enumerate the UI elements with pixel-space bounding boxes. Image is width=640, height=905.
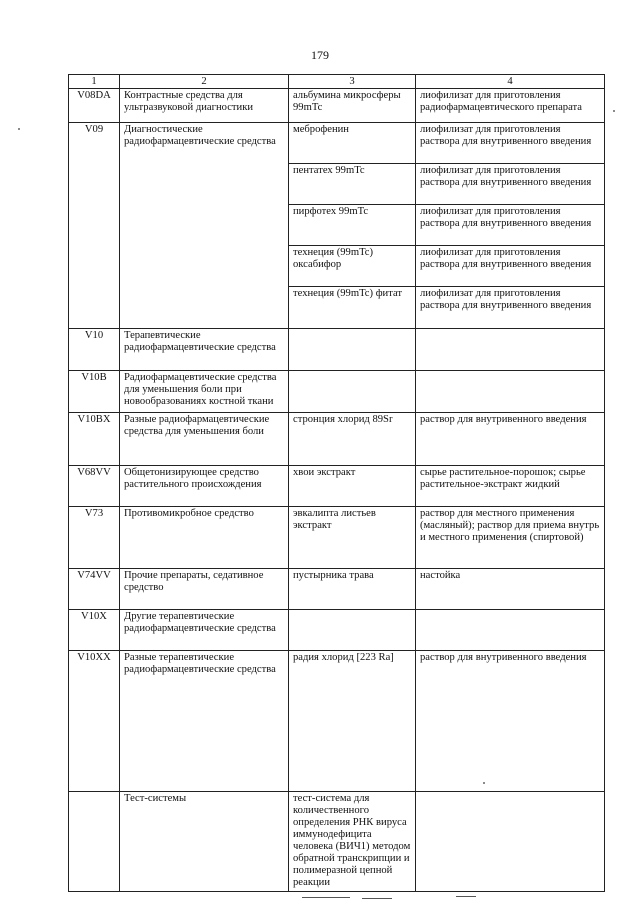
- dosage-form-cell: настойка: [416, 569, 605, 610]
- group-name-cell: Радиофармацевтические средства для уменьшения боли при новообразованиях костной ткани: [120, 371, 289, 413]
- table-row: [69, 466, 605, 507]
- substance-name-cell: технеция (99mTc) фитат: [289, 287, 416, 329]
- atc-code-cell: V10BX: [69, 413, 120, 466]
- atc-code-cell: V68VV: [69, 466, 120, 507]
- drug-table: [68, 74, 605, 892]
- table-row: [69, 507, 605, 569]
- substance-name-cell: [289, 329, 416, 371]
- dosage-form-cell: [416, 792, 605, 892]
- table-row: [69, 329, 605, 371]
- scan-artifact: [302, 897, 350, 898]
- header-cell: 2: [120, 75, 289, 89]
- table-row: [69, 610, 605, 651]
- dosage-form-cell: лиофилизат для приготовления раствора для внутривенного введения: [416, 164, 605, 205]
- dosage-form-cell: лиофилизат для приготовления раствора для внутривенного введения: [416, 287, 605, 329]
- group-name-cell: Контрастные средства для ультразвуковой диагностики: [120, 89, 289, 123]
- table-row: [69, 123, 605, 164]
- atc-code-cell: V10B: [69, 371, 120, 413]
- atc-code-cell: V10X: [69, 610, 120, 651]
- header-cell: 3: [289, 75, 416, 89]
- group-name-cell: Разные радиофармацевтические средства для уменьшения боли: [120, 413, 289, 466]
- atc-code-cell: V08DA: [69, 89, 120, 123]
- dosage-form-cell: [416, 371, 605, 413]
- dosage-form-cell: раствор для внутривенного введения: [416, 651, 605, 792]
- group-name-cell: Прочие препараты, седативное средство: [120, 569, 289, 610]
- atc-code-cell: V10XX: [69, 651, 120, 792]
- table-row: [69, 792, 605, 892]
- table-body: [69, 89, 605, 892]
- scan-artifact: [613, 110, 615, 112]
- substance-name-cell: пустырника трава: [289, 569, 416, 610]
- substance-name-cell: альбумина микросферы 99mTc: [289, 89, 416, 123]
- dosage-form-cell: лиофилизат для приготовления раствора для внутривенного введения: [416, 123, 605, 164]
- dosage-form-cell: раствор для внутривенного введения: [416, 413, 605, 466]
- substance-name-cell: пирфотех 99mTc: [289, 205, 416, 246]
- group-name-cell: Диагностические радиофармацевтические средства: [120, 123, 289, 329]
- substance-name-cell: тест-система для количественного определения РНК вируса иммунодефицита человека (ВИЧ1) методом обратной транскрипции и полимеразной цепной реакции: [289, 792, 416, 892]
- group-name-cell: Разные терапевтические радиофармацевтические средства: [120, 651, 289, 792]
- group-name-cell: Терапевтические радиофармацевтические средства: [120, 329, 289, 371]
- substance-name-cell: эвкалипта листьев экстракт: [289, 507, 416, 569]
- dosage-form-cell: лиофилизат для приготовления радиофармацевтического препарата: [416, 89, 605, 123]
- substance-name-cell: [289, 610, 416, 651]
- table-row: [69, 371, 605, 413]
- header-cell: 4: [416, 75, 605, 89]
- substance-name-cell: стронция хлорид 89Sr: [289, 413, 416, 466]
- atc-code-cell: [69, 792, 120, 892]
- scan-artifact: [362, 898, 392, 899]
- table-row: [69, 413, 605, 466]
- atc-code-cell: V09: [69, 123, 120, 329]
- substance-name-cell: технеция (99mTc) оксабифор: [289, 246, 416, 287]
- group-name-cell: Другие терапевтические радиофармацевтические средства: [120, 610, 289, 651]
- scan-artifact: [18, 128, 20, 130]
- substance-name-cell: пентатех 99mTc: [289, 164, 416, 205]
- dosage-form-cell: лиофилизат для приготовления раствора для внутривенного введения: [416, 205, 605, 246]
- atc-code-cell: V73: [69, 507, 120, 569]
- atc-code-cell: V74VV: [69, 569, 120, 610]
- substance-name-cell: [289, 371, 416, 413]
- atc-code-cell: V10: [69, 329, 120, 371]
- header-cell: 1: [69, 75, 120, 89]
- group-name-cell: Общетонизирующее средство растительного происхождения: [120, 466, 289, 507]
- dosage-form-cell: [416, 329, 605, 371]
- table-row: [69, 569, 605, 610]
- header-row: [69, 75, 605, 89]
- scan-artifact: [483, 782, 485, 784]
- page-number: 179: [311, 48, 329, 62]
- dosage-form-cell: сырье растительное-порошок; сырье растительное-экстракт жидкий: [416, 466, 605, 507]
- substance-name-cell: радия хлорид [223 Ra]: [289, 651, 416, 792]
- substance-name-cell: хвои экстракт: [289, 466, 416, 507]
- dosage-form-cell: лиофилизат для приготовления раствора для внутривенного введения: [416, 246, 605, 287]
- dosage-form-cell: раствор для местного применения (масляный); раствор для приема внутрь и местного применения (спиртовой): [416, 507, 605, 569]
- group-name-cell: Тест-системы: [120, 792, 289, 892]
- dosage-form-cell: [416, 610, 605, 651]
- scan-artifact: [456, 896, 476, 897]
- table-row: [69, 651, 605, 792]
- substance-name-cell: меброфенин: [289, 123, 416, 164]
- group-name-cell: Противомикробное средство: [120, 507, 289, 569]
- table-row: [69, 89, 605, 123]
